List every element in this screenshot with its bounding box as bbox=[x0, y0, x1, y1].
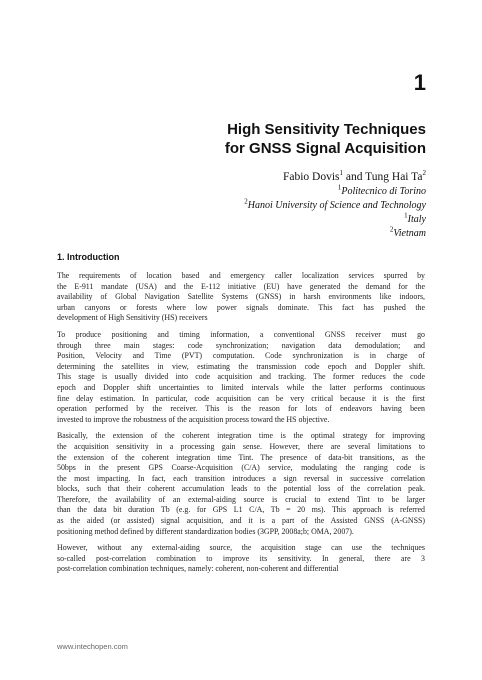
author-names bbox=[46, 170, 426, 184]
text-line: as the aided (or assisted) signal acquisition, and it is a part of the Assisted GNSS (A-GNSS) bbox=[57, 516, 425, 526]
text-line: the extension of the coherent integration time Tint. The presence of data-bit transitions, as the bbox=[57, 452, 425, 462]
text-line: through three main stages: code synchronization; navigation data demodulation; and bbox=[57, 340, 425, 350]
affiliation-text: Italy bbox=[407, 214, 426, 225]
text-line: determining the satellites in view, estimating the transmission code epoch and Doppler shift. bbox=[57, 361, 425, 371]
text-line: so-called post-correlation combination to improve its sensitivity. In general, there are 3 bbox=[57, 553, 425, 563]
affiliation-sup: 2 bbox=[244, 197, 248, 206]
text-line: development of High Sensitivity (HS) receivers bbox=[57, 313, 208, 323]
body-paragraph bbox=[57, 330, 425, 425]
affiliation-sup: 2 bbox=[389, 225, 394, 234]
text-line: To produce positioning and timing information, a conventional GNSS receiver must go bbox=[57, 329, 425, 339]
affiliation bbox=[46, 199, 426, 213]
text-line: availability of Global Navigation Satellite Systems (GNSS) in harsh environments like indoors, bbox=[57, 292, 425, 302]
chapter-title bbox=[66, 120, 426, 158]
body-text bbox=[57, 271, 425, 581]
affiliation bbox=[46, 213, 426, 227]
text-line: This stage is usually divided into code acquisition and tracking. The former reduces the code bbox=[57, 372, 425, 382]
text-line: Basically, the extension of the coherent integration time is the optimal strategy for improving bbox=[57, 431, 425, 441]
author-conjunction: and bbox=[343, 171, 366, 183]
text-line: invested to improve the robustness of the acquisition process toward the HS objective. bbox=[57, 414, 330, 424]
text-line: the acquisition sensitivity in a processing gain sense. However, there are several limitations to bbox=[57, 441, 425, 451]
text-line: the E-911 mandate (USA) and the E-112 initiative (EU) have generated the demand for the bbox=[57, 281, 425, 291]
section-heading: 1. Introduction bbox=[57, 252, 120, 262]
body-paragraph bbox=[57, 271, 425, 324]
chapter-number: 1 bbox=[413, 70, 426, 95]
text-line: The requirements of location based and emergency caller localization services spurred by bbox=[57, 271, 425, 280]
text-line: However, without any external-aiding source, the acquisition stage can use the techniques bbox=[57, 543, 425, 553]
text-line: blocks, such that their coherent accumulation leads to the potential loss of the correlation peak. bbox=[57, 484, 425, 494]
text-line: Position, Velocity and Time (PVT) computation. Code synchronization is in charge of bbox=[57, 351, 425, 361]
author-block bbox=[46, 170, 426, 241]
body-paragraph bbox=[57, 543, 425, 575]
chapter-title-line-2: for GNSS Signal Acquisition bbox=[224, 140, 426, 157]
affiliation-text: Hanoi University of Science and Technology bbox=[247, 200, 426, 211]
text-line: 50bps in the present GPS Coarse-Acquisition (C/A) service, modulating the ranging code is bbox=[57, 463, 425, 473]
text-line: urban canyons or forests where low power signals dominate. This fact has pushed the bbox=[57, 302, 425, 312]
text-line: operation performed by the receiver. This is the reason for lots of endeavors having been bbox=[57, 404, 425, 414]
text-line: than the data bit duration Tb (e.g. for GPS L1 C/A, Tb = 20 ms). This approach is referred bbox=[57, 505, 425, 515]
author-1: Fabio Dovis bbox=[282, 171, 340, 183]
affiliation-sup: 1 bbox=[337, 183, 342, 192]
author-2: Tung Hai Ta bbox=[365, 171, 423, 183]
footer-url: www.intechopen.com bbox=[57, 642, 128, 651]
affiliation-text: Vietnam bbox=[393, 228, 426, 239]
text-line: Therefore, the availability of an external-aiding source is crucial to extend Tint to be larger bbox=[57, 494, 425, 504]
text-line: epoch and Doppler shift uncertainties to limited intervals while the latter performs continuous bbox=[57, 382, 425, 392]
text-line: fine delay estimation. In particular, code acquisition can be very critical because it is the first bbox=[57, 393, 425, 403]
affiliation-sup: 1 bbox=[404, 211, 408, 220]
text-line: the most impacting. In fact, each transition introduces a sign reversal in successive correlation bbox=[57, 473, 425, 483]
affiliation bbox=[46, 185, 426, 199]
author-2-sup: 2 bbox=[422, 169, 426, 178]
chapter-title-line-1: High Sensitivity Techniques bbox=[227, 121, 426, 138]
text-line: positioning method defined by different standardization bodies (3GPP, 2008a;b; OMA, 2007). bbox=[57, 526, 354, 536]
body-paragraph bbox=[57, 431, 425, 537]
text-line: post-correlation combination techniques, namely: coherent, non-coherent and differential bbox=[57, 564, 339, 574]
affiliation-text: Politecnico di Torino bbox=[341, 186, 426, 197]
affiliation bbox=[46, 227, 426, 241]
author-1-sup: 1 bbox=[339, 169, 343, 178]
